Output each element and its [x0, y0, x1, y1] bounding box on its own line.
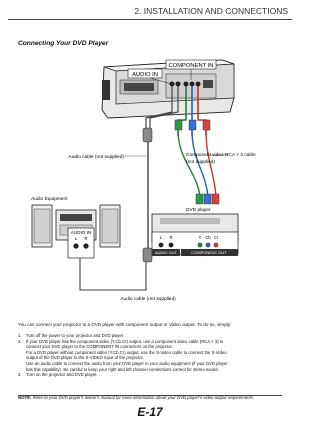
audio-in-right-label: R [84, 236, 88, 241]
projector-audio-in-label: AUDIO IN [132, 72, 158, 78]
dvd-label-cb: Cb [205, 235, 211, 240]
intro-paragraph: You can connect your projector to a DVD player with component output or Video output. To do so, simply: [18, 322, 232, 327]
audio-cable-bottom-label: Audio cable (not supplied) [120, 297, 176, 302]
port-component-y [184, 82, 189, 87]
audio-cable-top-label: Audio cable (not supplied) [68, 155, 124, 160]
dvd-label-l: L [159, 235, 163, 240]
dvd-audio-out-label: AUDIO OUT [154, 250, 178, 256]
note-label: NOTE: [18, 395, 32, 400]
dvd-label-y: Y [198, 235, 202, 240]
speaker-right [100, 205, 120, 247]
step-text-line: Turn on the projector and DVD player. [26, 372, 98, 378]
audio-equipment-panel [68, 228, 94, 258]
note [18, 395, 290, 400]
section-title: Connecting Your DVD Player [18, 40, 109, 47]
projector-component-in-label: COMPONENT IN [168, 63, 214, 69]
audio-equipment-label: Audio Equipment [31, 197, 68, 202]
step-text-line: If your DVD player has the component video (Y,Cb,Cr) output, use a component video cable (RCA × 3) to [26, 338, 224, 344]
page-number: E-17 [137, 405, 163, 419]
step-number: 2. [18, 338, 22, 344]
port-audio-right [176, 82, 181, 87]
dvd-label-r: R [169, 235, 173, 240]
step-number: 3. [18, 372, 22, 378]
dvd-player [152, 214, 238, 256]
note-text: Refer to your DVD player's owner's manual for more information about your DVD player's video output requirements. [32, 395, 255, 400]
port-component-cb [190, 82, 195, 87]
step-text-line: Turn off the power to your projector and DVD player. [26, 333, 125, 338]
port-component-cr [196, 82, 201, 87]
chapter-header: 2. INSTALLATION AND CONNECTIONS [134, 6, 288, 16]
step-number: 1. [18, 333, 22, 338]
step-item [18, 372, 290, 378]
step-text-line: has this capability). Be careful to keep your right and left channel connections correct for stereo sound. [26, 366, 219, 372]
step-text-line: Use an audio cable to connect the audio from your DVD player to your audio equipment (if your DVD player [26, 360, 228, 366]
projector-lens-vent [102, 80, 110, 100]
dvd-player-label: DVD player [186, 208, 211, 213]
dvd-component-out-label: COMPONENT OUT [191, 250, 227, 256]
speaker-left [32, 205, 52, 247]
audio-in-panel-title: AUDIO IN [70, 230, 92, 235]
step-item [18, 339, 290, 373]
connection-diagram [0, 50, 300, 310]
step-text-line: output of the DVD player to the S-VIDEO input of the projector. [26, 355, 144, 361]
step-text-line: For a DVD player without component video (Y,Cb,Cr) output, use the S-Video cable to connect the S-Video [26, 349, 227, 355]
audio-in-left-label: L [74, 236, 78, 241]
header-rule [8, 19, 292, 20]
steps-list [18, 333, 290, 378]
component-cable-label-1: Component video RCA × 3 cable [186, 153, 256, 158]
dvd-label-cr: Cr [213, 235, 219, 240]
component-cable-label-2: (not supplied) [186, 160, 216, 165]
step-text-line: connect your DVD player to the COMPONENT IN connectors on the projector. [26, 344, 173, 350]
audio-cable-bottom [80, 258, 146, 290]
